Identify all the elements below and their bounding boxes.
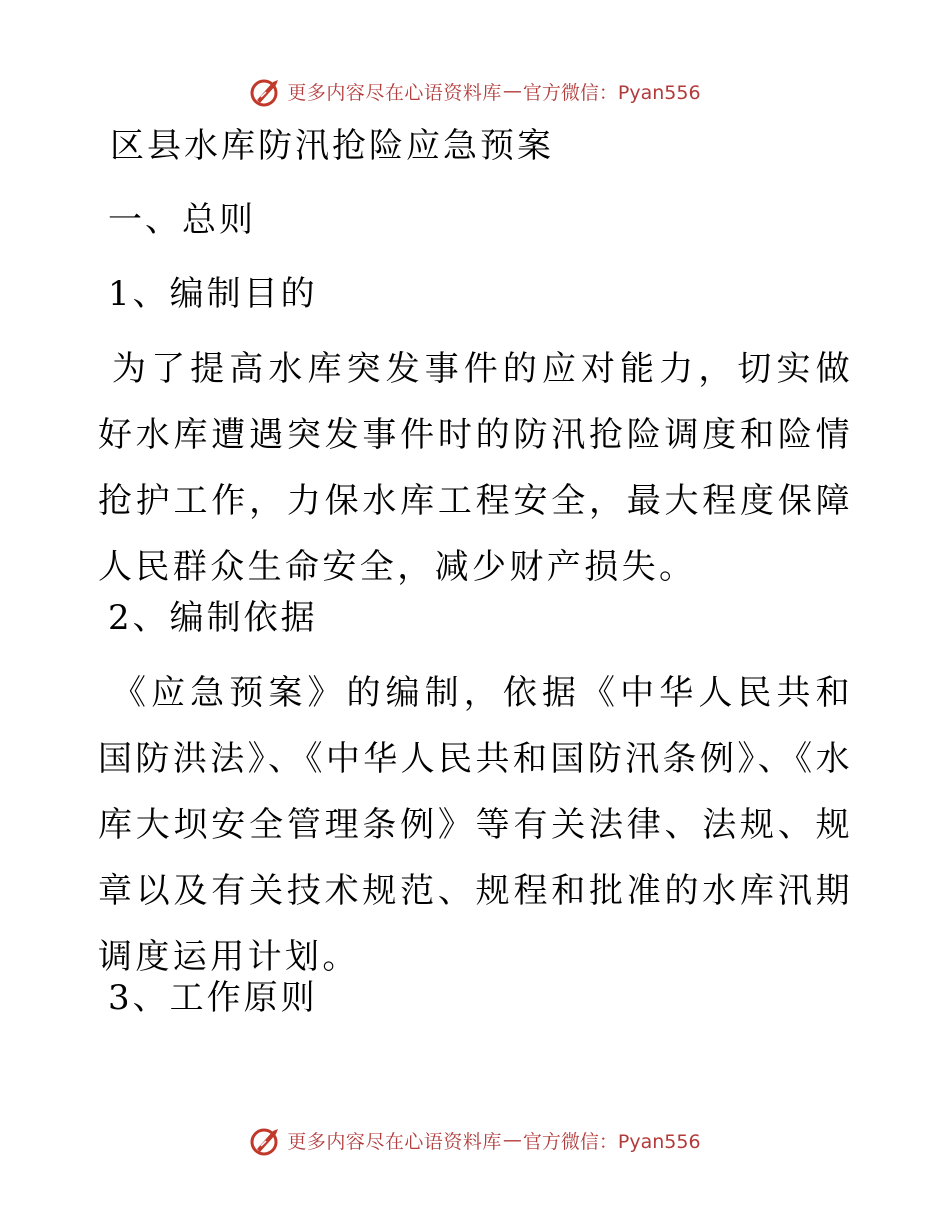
- section-heading-general: 一、总则: [108, 200, 256, 240]
- paragraph-basis: 《应急预案》的编制，依据《中华人民共和国防洪法》、《中华人民共和国防汛条例》、《水库大坝安全管理条例》等有关法律、法规、规章以及有关技术规范、规程和批准的水库汛期调度运用计划。: [98, 673, 853, 977]
- heading-basis: 2、编制依据: [108, 598, 318, 638]
- watermark-dash: —: [502, 80, 522, 102]
- heading-principles: 3、工作原则: [108, 978, 318, 1018]
- heading-purpose: 1、编制目的: [108, 274, 318, 314]
- paragraph-purpose: 为了提高水库突发事件的应对能力，切实做好水库遭遇突发事件时的防汛抢险调度和险情抢护工作，力保水库工程安全，最大程度保障人民群众生命安全，减少财产损失。: [98, 349, 853, 587]
- header-watermark: [0, 71, 950, 111]
- document-title: 区县水库防汛抢险应急预案: [110, 126, 554, 166]
- watermark-text: 更多内容尽在心语资料库: [287, 1130, 502, 1153]
- watermark-text: 更多内容尽在心语资料库: [287, 81, 502, 104]
- watermark-dash: —: [502, 1129, 522, 1151]
- pen-logo-icon: [249, 74, 283, 108]
- footer-watermark: [0, 1120, 950, 1160]
- watermark-contact: 官方微信：Pyan556: [522, 81, 701, 104]
- pen-logo-icon: [249, 1123, 283, 1157]
- watermark-contact: 官方微信：Pyan556: [522, 1130, 701, 1153]
